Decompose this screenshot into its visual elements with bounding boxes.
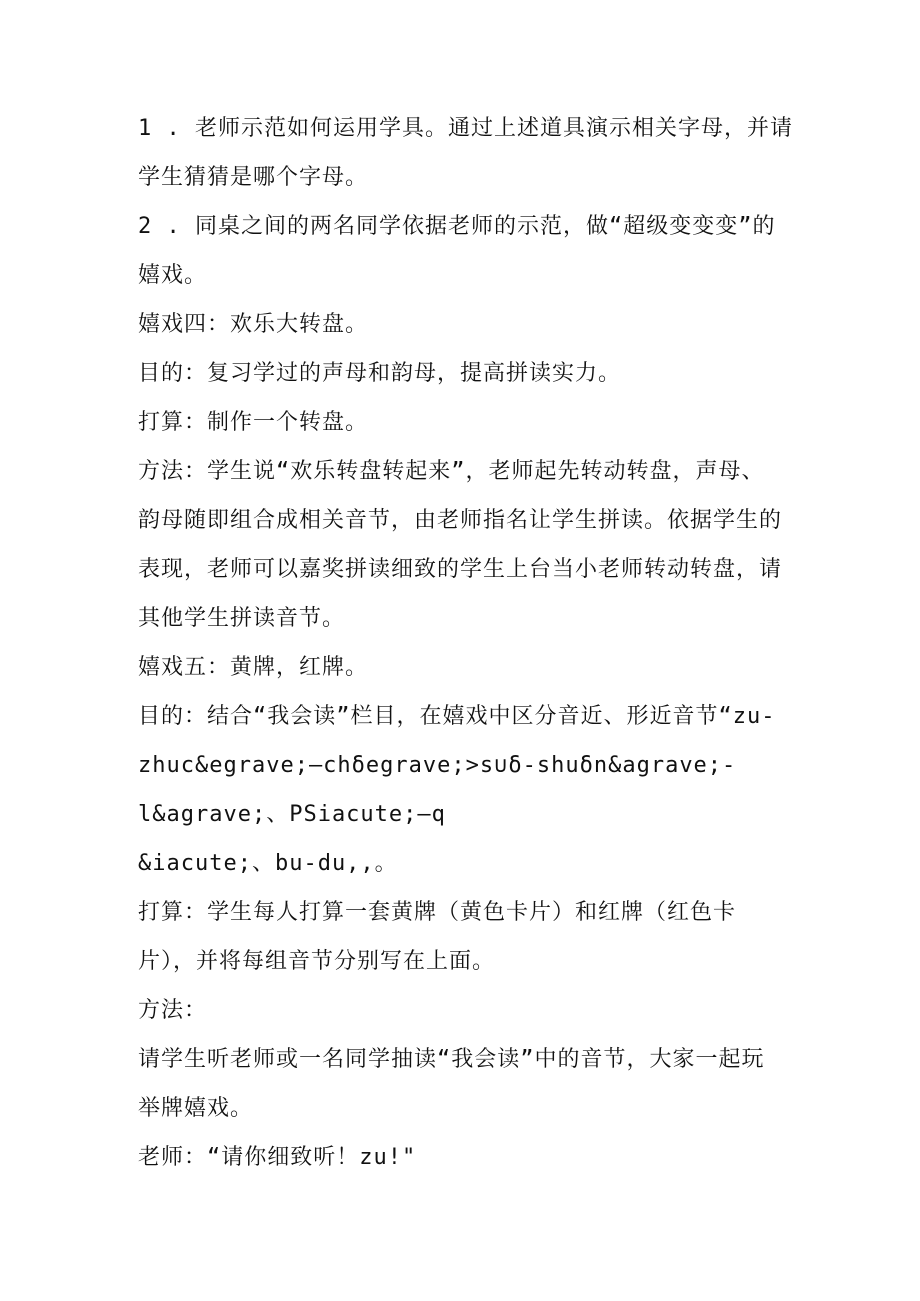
paragraph-line: 目的：复习学过的声母和韵母，提高拼读实力。 (138, 361, 622, 386)
paragraph-line: &iacute;、bu-du,,。 (138, 851, 398, 876)
paragraph-line: 学生猜猜是哪个字母。 (138, 165, 369, 190)
paragraph-line: 表现，老师可以嘉奖拼读细致的学生上台当小老师转动转盘，请 (138, 557, 783, 582)
paragraph-line: 目的：结合“我会读”栏目，在嬉戏中区分音近、形近音节“zu- (138, 704, 776, 729)
paragraph-line: l&agrave;、PSiacute;—q (138, 802, 446, 827)
paragraph-line: 方法： (138, 998, 208, 1023)
paragraph-line: 举牌嬉戏。 (138, 1096, 254, 1121)
paragraph-line: 方法：学生说“欢乐转盘转起来”，老师起先转动转盘，声母、 (138, 459, 765, 484)
paragraph-line: 1 . 老师示范如何运用学具。通过上述道具演示相关字母，并请 (138, 116, 793, 141)
document-body (138, 104, 818, 1182)
section-heading: 嬉戏四：欢乐大转盘。 (138, 312, 369, 337)
section-heading: 嬉戏五：黄牌，红牌。 (138, 655, 369, 680)
paragraph-line: 片），并将每组音节分别写在上面。 (138, 949, 496, 974)
paragraph-line: 2 . 同桌之间的两名同学依据老师的示范，做“超级变变变”的 (138, 214, 776, 239)
paragraph-line: 老师：“请你细致听！zu!" (138, 1145, 417, 1170)
paragraph-line: 韵母随即组合成相关音节，由老师指名让学生拼读。依据学生的 (138, 508, 783, 533)
paragraph-line: zhuc&egrave;—chδegrave;>s∪δ-shuδn&agrave;- (138, 753, 737, 778)
paragraph-line: 嬉戏。 (138, 263, 208, 288)
paragraph-line: 打算：制作一个转盘。 (138, 410, 369, 435)
paragraph-line: 其他学生拼读音节。 (138, 606, 346, 631)
paragraph-line: 请学生听老师或一名同学抽读“我会读”中的音节，大家一起玩 (138, 1047, 765, 1072)
paragraph-line: 打算：学生每人打算一套黄牌（黄色卡片）和红牌（红色卡 (138, 900, 737, 925)
